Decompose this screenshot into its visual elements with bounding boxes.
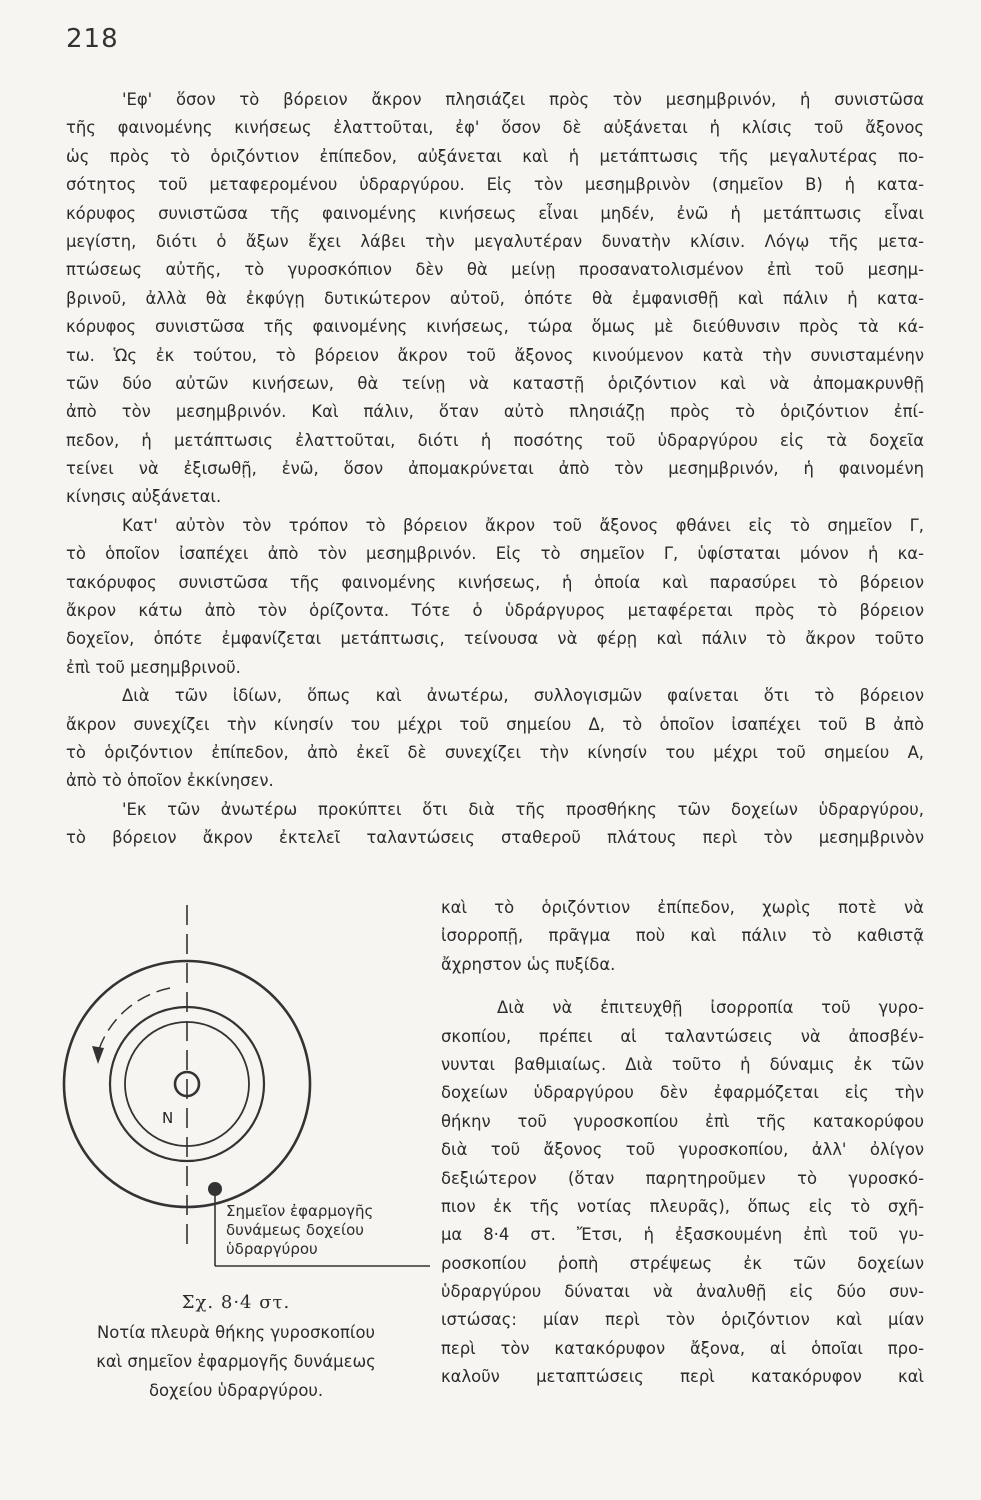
text-line: τείνει νὰ ἐξισωθῇ, ἐνῶ, ὅσον ἀπομακρύνεται ἀπὸ τὸν μεσημβρινόν, ἡ φαινομένη: [66, 459, 924, 479]
text-line: τὸ ὁποῖον ἰσαπέχει ἀπὸ τὸν μεσημβρινόν. Εἰς τὸ σημεῖον Γ, ὑφίσταται μόνον ἡ κα-: [66, 544, 924, 564]
label-line: Σημεῖον ἐφαρμογῆς: [226, 1202, 374, 1220]
body-text: [66, 86, 924, 853]
text-line: ἀπὸ τὸ ὁποῖον ἐκκίνησεν.: [66, 771, 274, 791]
label-line: δυνάμεως δοχείου: [226, 1221, 364, 1239]
text-line: σότητος τοῦ μεταφερομένου ὑδραργύρου. Εἰς τὸν μεσημβρινὸν (σημεῖον Β) ἡ κατα-: [66, 175, 924, 195]
text-line: Διὰ τῶν ἰδίων, ὅπως καὶ ἀνωτέρω, συλλογισμῶν φαίνεται ὅτι τὸ βόρειον: [122, 686, 924, 706]
text-line: νυνται βαθμιαίως. Διὰ τοῦτο ἡ δύναμις ἐκ τῶν: [441, 1054, 924, 1074]
text-line: θήκην τοῦ γυροσκοπίου ἐπὶ τῆς κατακορύφου: [441, 1111, 924, 1131]
text-line: ἐπὶ τοῦ μεσημβρινοῦ.: [66, 657, 241, 677]
application-point-label: [226, 1202, 466, 1259]
text-line: ἄκρον συνεχίζει τὴν κίνησίν του μέχρι τοῦ σημείου Δ, τὸ ὁποῖον ἰσαπέχει τοῦ Β ἀπὸ: [66, 714, 924, 734]
arrow-head-icon: [92, 1046, 104, 1064]
text-line: δοχείων ὑδραργύρου δὲν ἐφαρμόζεται εἰς τὴν: [441, 1083, 924, 1103]
gyro-figure: [60, 900, 432, 1258]
right-column-text: [441, 894, 924, 1392]
text-line: ἰσορροπῇ, πρᾶγμα ποὺ καὶ πάλιν τὸ καθιστᾷ: [441, 926, 924, 946]
caption-line: δοχείου ὑδραργύρου.: [148, 1381, 324, 1400]
figure-number: Σχ. 8·4 στ.: [181, 1292, 291, 1313]
text-line: μα 8·4 στ. Ἔτσι, ἡ ἐξασκουμένη ἐπὶ τοῦ γυ-: [441, 1225, 924, 1245]
text-line: Κατ' αὐτὸν τὸν τρόπον τὸ βόρειον ἄκρον τοῦ ἄξονος φθάνει εἰς τὸ σημεῖον Γ,: [122, 515, 924, 535]
text-line: κίνησις αὐξάνεται.: [66, 487, 222, 507]
text-line: κόρυφος συνιστῶσα τῆς φαινομένης κινήσεως, τώρα ὅμως μὲ διεύθυνσιν πρὸς τὰ κά-: [66, 317, 924, 337]
text-line: ιστώσας: μίαν περὶ τὸν ὁριζόντιον καὶ μίαν: [441, 1310, 924, 1330]
text-line: τὸ ὁριζόντιον ἐπίπεδον, ἀπὸ ἐκεῖ δὲ συνεχίζει τὴν κίνησίν του μέχρι τοῦ σημείου Α,: [66, 742, 924, 762]
figure-caption: [56, 1288, 416, 1405]
text-line: τὸ βόρειον ἄκρον ἐκτελεῖ ταλαντώσεις σταθεροῦ πλάτους περὶ τὸν μεσημβρινὸν: [66, 828, 924, 848]
text-line: πεδον, ἡ μετάπτωσις ἐλαττοῦται, διότι ἡ ποσότης τοῦ ὑδραργύρου εἰς τὰ δοχεῖα: [66, 430, 924, 450]
center-label: N: [162, 1109, 174, 1127]
text-line: καλοῦν μεταπτώσεις περὶ κατακόρυφον καὶ: [441, 1367, 924, 1387]
text-line: βρινοῦ, ἀλλὰ θὰ ἐκφύγῃ δυτικώτερον αὐτοῦ, ὁπότε θὰ ἐμφανισθῇ καὶ πάλιν ἡ κατα-: [66, 288, 924, 308]
text-line: τῆς φαινομένης κινήσεως ἐλαττοῦται, ἐφ' ὅσον δὲ αὐξάνεται ἡ κλίσις τοῦ ἄξονος: [66, 118, 924, 138]
text-line: δοχεῖον, ὁπότε ἐμφανίζεται μετάπτωσις, τείνουσα νὰ φέρῃ καὶ πάλιν τὸ ἄκρον τοῦτο: [66, 629, 924, 649]
caption-line: Νοτία πλευρὰ θήκης γυροσκοπίου: [97, 1323, 375, 1342]
text-line: πτώσεως αὐτῆς, τὸ γυροσκόπιον δὲν θὰ μείνῃ προσανατολισμένον ἐπὶ τοῦ μεσημ-: [66, 260, 924, 280]
label-line: ὑδραργύρου: [226, 1240, 318, 1258]
text-line: ὡς πρὸς τὸ ὁριζόντιον ἐπίπεδον, αὐξάνεται καὶ ἡ μετάπτωσις τῆς μεγαλυτέρας πο-: [66, 146, 924, 166]
text-line: διὰ τοῦ ἄξονος τοῦ γυροσκοπίου, ἀλλ' ὀλίγον: [441, 1140, 924, 1160]
text-line: μεγίστη, διότι ὁ ἄξων ἔχει λάβει τὴν μεγαλυτέραν δυνατὴν κλίσιν. Λόγῳ τῆς μετα-: [66, 231, 924, 251]
text-line: Διὰ νὰ ἐπιτευχθῇ ἰσορροπία τοῦ γυρο-: [497, 998, 924, 1018]
text-line: κόρυφος συνιστῶσα τῆς φαινομένης κινήσεως εἶναι μηδέν, ἐνῶ ἡ μετάπτωσις εἶναι: [66, 203, 924, 223]
text-line: 'Εφ' ὅσον τὸ βόρειον ἄκρον πλησιάζει πρὸς τὸν μεσημβρινόν, ἡ συνιστῶσα: [122, 90, 924, 109]
text-line: ὑδραργύρου δύναται νὰ ἀναλυθῇ εἰς δύο συν-: [441, 1282, 924, 1302]
caption-line: καὶ σημεῖον ἐφαρμογῆς δυνάμεως: [96, 1352, 376, 1371]
text-line: σκοπίου, πρέπει αἱ ταλαντώσεις νὰ ἀποσβέν-: [441, 1026, 924, 1046]
text-line: ροσκοπίου ῥοπὴ στρέψεως ἐκ τῶν δοχείων: [441, 1253, 924, 1273]
text-line: καὶ τὸ ὁριζόντιον ἐπίπεδον, χωρὶς ποτὲ νὰ: [441, 898, 924, 917]
text-line: τῶν δύο αὐτῶν κινήσεων, θὰ τείνῃ νὰ καταστῇ ὁριζόντιον καὶ νὰ ἀπομακρυνθῇ: [66, 373, 924, 393]
text-line: τακόρυφος συνιστῶσα τῆς φαινομένης κινήσεως, ἡ ὁποία καὶ παρασύρει τὸ βόρειον: [66, 572, 924, 592]
text-line: περὶ τὸν κατακόρυφον ἄξονα, αἱ ὁποῖαι προ-: [441, 1338, 924, 1358]
text-line: ἄχρηστον ὡς πυξίδα.: [441, 954, 616, 974]
text-line: ἄκρον κάτω ἀπὸ τὸν ὁρίζοντα. Τότε ὁ ὑδράργυρος μεταφέρεται πρὸς τὸ βόρειον: [66, 601, 924, 621]
text-line: πιον ἐκ τῆς νοτίας πλευρᾶς), ὅπως εἰς τὸ σχῆ-: [441, 1196, 924, 1216]
text-line: 'Εκ τῶν ἀνωτέρω προκύπτει ὅτι διὰ τῆς προσθήκης τῶν δοχείων ὑδραργύρου,: [122, 799, 924, 819]
page-number: 218: [66, 24, 119, 54]
text-line: τω. Ὡς ἐκ τούτου, τὸ βόρειον ἄκρον τοῦ ἄξονος κινούμενον κατὰ τὴν συνισταμένην: [66, 345, 924, 365]
text-line: ἀπὸ τὸν μεσημβρινόν. Καὶ πάλιν, ὅταν αὐτὸ πλησιάζῃ πρὸς τὸ ὁριζόντιον ἐπί-: [66, 402, 924, 422]
text-line: δεξιώτερον (ὅταν παρητηροῦμεν τὸ γυροσκό-: [441, 1168, 924, 1188]
rotation-arc: [98, 988, 170, 1052]
